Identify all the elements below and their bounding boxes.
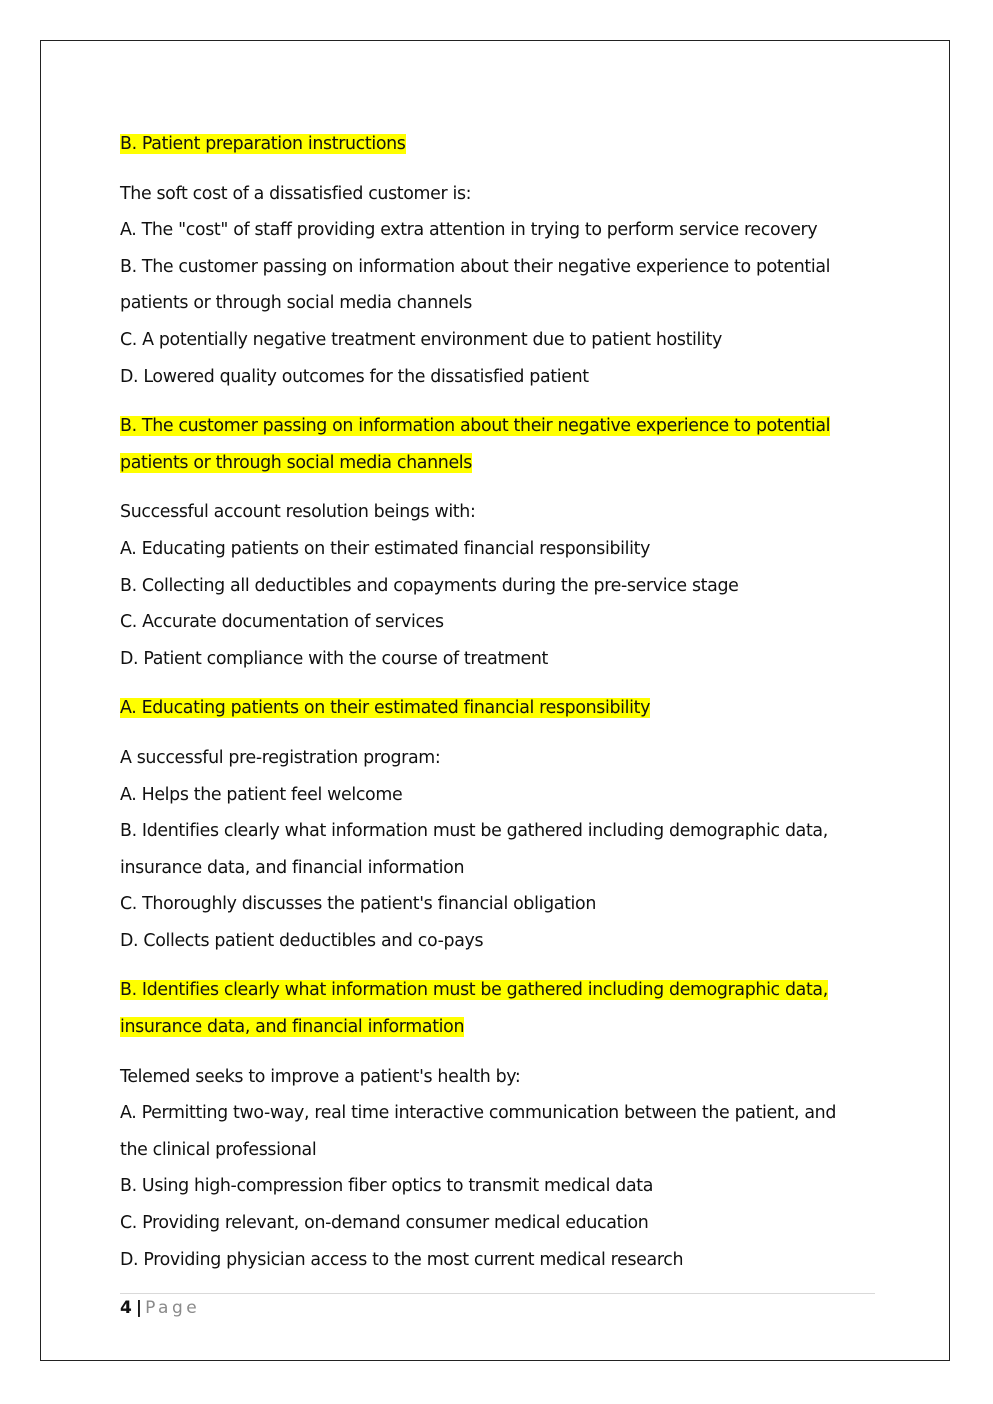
line-text: D. Lowered quality outcomes for the dissatisfied patient	[120, 366, 589, 387]
line-text: B. The customer passing on information about their negative experience to potential	[120, 256, 831, 277]
option-line	[120, 1205, 880, 1242]
question-text	[120, 1059, 880, 1096]
page-label: Page	[145, 1298, 201, 1318]
line-text: patients or through social media channels	[120, 452, 472, 473]
option-line	[120, 359, 880, 396]
option-line	[120, 249, 880, 286]
option-line	[120, 1168, 880, 1205]
line-text: The soft cost of a dissatisfied customer is:	[120, 183, 472, 204]
option-line	[120, 850, 880, 887]
question-block	[120, 740, 880, 960]
option-line	[120, 568, 880, 605]
highlighted-answer	[120, 408, 880, 481]
answer-line	[120, 445, 880, 482]
page-number: 4	[120, 1298, 132, 1318]
option-line	[120, 1095, 880, 1132]
line-text: C. Thoroughly discusses the patient's financial obligation	[120, 894, 596, 915]
answer-line	[120, 690, 880, 727]
answer-line	[120, 126, 880, 163]
answer-line	[120, 408, 880, 445]
answer-line	[120, 1009, 880, 1046]
question-block	[120, 176, 880, 396]
highlighted-answer	[120, 126, 880, 163]
line-text: B. The customer passing on information about their negative experience to potential	[120, 416, 831, 437]
line-text: B. Identifies clearly what information must be gathered including demographic data,	[120, 980, 828, 1001]
line-text: A. Permitting two-way, real time interactive communication between the patient, and	[120, 1103, 837, 1124]
option-line	[120, 285, 880, 322]
line-text: A. Helps the patient feel welcome	[120, 784, 403, 805]
line-text: D. Collects patient deductibles and co-pays	[120, 930, 484, 951]
option-line	[120, 777, 880, 814]
line-text: A successful pre-registration program:	[120, 747, 441, 768]
highlighted-answer	[120, 690, 880, 727]
line-text: D. Patient compliance with the course of treatment	[120, 648, 549, 669]
line-text: insurance data, and financial information	[120, 1017, 465, 1038]
line-text: A. Educating patients on their estimated financial responsibility	[120, 538, 651, 559]
line-text: Telemed seeks to improve a patient's health by:	[120, 1066, 521, 1087]
option-line	[120, 923, 880, 960]
option-line	[120, 604, 880, 641]
option-line	[120, 886, 880, 923]
page-footer	[120, 1297, 200, 1319]
option-line	[120, 212, 880, 249]
option-line	[120, 813, 880, 850]
document-body	[120, 113, 880, 1278]
option-line	[120, 1242, 880, 1279]
option-line	[120, 531, 880, 568]
highlighted-answer	[120, 972, 880, 1045]
footer-separator: |	[135, 1298, 143, 1318]
question-block	[120, 1059, 880, 1279]
footer-divider	[120, 1293, 875, 1294]
line-text: insurance data, and financial information	[120, 857, 465, 878]
question-text	[120, 494, 880, 531]
line-text: A. The "cost" of staff providing extra attention in trying to perform service recovery	[120, 220, 818, 241]
question-text	[120, 176, 880, 213]
line-text: the clinical professional	[120, 1139, 317, 1160]
question-text	[120, 740, 880, 777]
line-text: Successful account resolution beings with:	[120, 502, 476, 523]
line-text: B. Collecting all deductibles and copayments during the pre-service stage	[120, 575, 739, 596]
line-text: C. A potentially negative treatment environment due to patient hostility	[120, 329, 722, 350]
line-text: C. Providing relevant, on-demand consumer medical education	[120, 1213, 649, 1234]
line-text: C. Accurate documentation of services	[120, 612, 444, 633]
line-text: patients or through social media channels	[120, 293, 472, 314]
line-text: B. Using high-compression fiber optics to transmit medical data	[120, 1176, 654, 1197]
option-line	[120, 1132, 880, 1169]
line-text: D. Providing physician access to the most current medical research	[120, 1249, 684, 1270]
line-text: A. Educating patients on their estimated financial responsibility	[120, 698, 651, 719]
line-text: B. Identifies clearly what information must be gathered including demographic data,	[120, 821, 828, 842]
option-line	[120, 641, 880, 678]
option-line	[120, 322, 880, 359]
line-text: B. Patient preparation instructions	[120, 134, 406, 154]
question-block	[120, 494, 880, 677]
answer-line	[120, 972, 880, 1009]
